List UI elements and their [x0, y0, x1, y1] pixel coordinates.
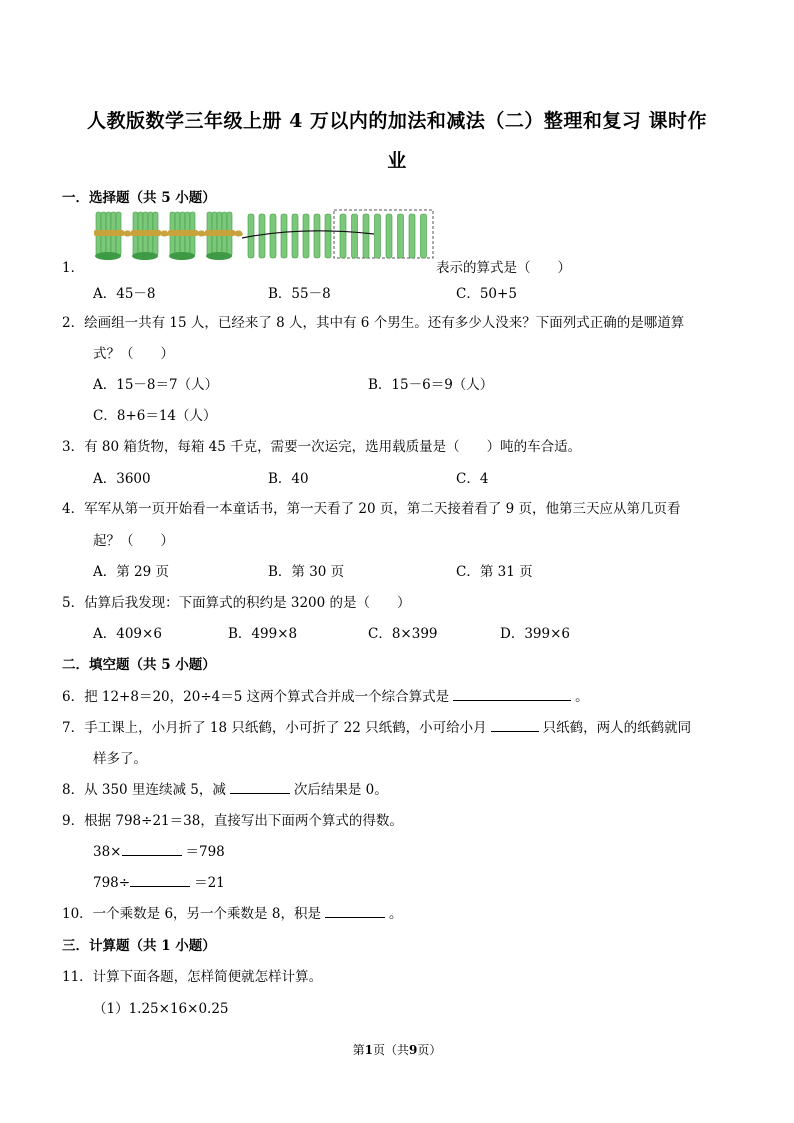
q1-option-c: C．50+5: [456, 286, 517, 302]
q7-answer-blank[interactable]: [491, 717, 539, 732]
q7-text-after: 只纸鹤，两人的纸鹤就同: [542, 720, 692, 736]
stick-bundle: [131, 212, 169, 260]
q9-a-text-after: ＝798: [185, 844, 225, 860]
stick: [352, 214, 358, 258]
q9-item-a: [93, 840, 225, 860]
q7-text-before: 7．手工课上，小月折了 18 只纸鹤，小可折了 22 只纸鹤，小可给小月: [62, 720, 487, 736]
loose-sticks-crossed: [248, 214, 331, 258]
q9-b-text-before: 798÷: [93, 875, 131, 891]
q3-option-c: C．4: [456, 471, 489, 487]
q4-option-c: C．第 31 页: [456, 564, 533, 580]
q5-option-a: A．409×6: [93, 626, 162, 642]
stick: [270, 214, 276, 258]
stick: [421, 214, 427, 258]
q6-text-after: 。: [575, 689, 589, 705]
page-title-line-1: 人教版数学三年级上册 4 万以内的加法和减法（二）整理和复习 课时作: [86, 110, 708, 132]
stick: [398, 214, 404, 258]
section-heading-fill: 二．填空题（共 5 小题）: [62, 657, 216, 673]
footer-post: 页）: [417, 1043, 442, 1057]
q10-text-after: 。: [388, 906, 403, 922]
stick: [303, 214, 309, 258]
stick-bundle: [205, 212, 243, 260]
stick: [281, 214, 287, 258]
q9-b-text-after: ＝21: [194, 875, 225, 891]
stick: [259, 214, 265, 258]
stick: [363, 214, 369, 258]
footer-page-number: 1: [364, 1043, 373, 1057]
q5-option-d: D．399×6: [500, 626, 570, 642]
q11-item-1: （1）1.25×16×0.25: [93, 1001, 229, 1017]
section-heading-calc: 三．计算题（共 1 小题）: [62, 938, 216, 954]
q2-option-a: A．15－8＝7（人）: [93, 377, 219, 393]
q9-b-answer-blank[interactable]: [130, 872, 190, 887]
footer-pre: 第: [352, 1043, 365, 1057]
stick: [409, 214, 415, 258]
q2-option-b: B．15－6＝9（人）: [368, 377, 494, 393]
q2-option-c: C．8+6＝14（人）: [93, 408, 217, 424]
q3-option-b: B．40: [268, 471, 309, 487]
stick: [375, 214, 381, 258]
q7-line-2: 样多了。: [93, 751, 147, 767]
q4-line-1: 4．军军从第一页开始看一本童话书，第一天看了 20 页，第二天接着看了 9 页，他第三天应从第几页看: [62, 501, 681, 517]
stick: [314, 214, 320, 258]
q3-option-a: A．3600: [93, 471, 151, 487]
q6-line: [62, 685, 589, 705]
q10-line: [62, 902, 402, 922]
stick: [292, 214, 298, 258]
q5-line-1: 5．估算后我发现：下面算式的积约是 3200 的是（ ）: [62, 595, 411, 611]
q9-a-text-before: 38×: [93, 844, 122, 860]
q7-line-1: [62, 716, 691, 736]
q11-line-1: 11．计算下面各题，怎样简便就怎样计算。: [62, 969, 323, 985]
stick-bundle-icon: [94, 212, 243, 260]
page-title-line-2: 业: [387, 150, 407, 172]
q1-option-a: A．45－8: [93, 286, 156, 302]
loose-sticks-boxed: [340, 214, 427, 258]
q6-text-before: 6．把 12+8＝20，20÷4＝5 这两个算式合并成一个综合算式是: [62, 689, 450, 705]
q9-item-b: [93, 871, 225, 891]
q4-option-a: A．第 29 页: [93, 564, 170, 580]
stick: [386, 214, 392, 258]
q1-text: 表示的算式是（ ）: [436, 260, 571, 276]
stick: [340, 214, 346, 258]
q1-option-b: B．55－8: [268, 286, 331, 302]
q4-option-b: B．第 30 页: [268, 564, 345, 580]
q2-line-1: 2．绘画组一共有 15 人，已经来了 8 人，其中有 6 个男生。还有多少人没来？下面列式正确的是哪道算: [62, 315, 685, 331]
stick-bundle: [168, 212, 206, 260]
stick-bundle: [94, 212, 132, 260]
q5-option-c: C．8×399: [368, 626, 438, 642]
q8-line: [62, 778, 388, 798]
q9-line-1: 9．根据 798÷21＝38，直接写出下面两个算式的得数。: [62, 813, 403, 829]
q1-number: 1．: [62, 260, 85, 276]
dashed-box: [334, 210, 433, 258]
section-heading-choice: 一．选择题（共 5 小题）: [62, 190, 216, 206]
footer-mid: 页（共: [372, 1043, 409, 1057]
q10-text-before: 10．一个乘数是 6，另一个乘数是 8，积是: [62, 906, 321, 922]
q1-sticks-picture: [92, 206, 437, 262]
footer-total-pages: 9: [409, 1043, 418, 1057]
q5-option-b: B．499×8: [228, 626, 298, 642]
q9-a-answer-blank[interactable]: [122, 841, 182, 856]
q2-line-2: 式？（ ）: [93, 346, 174, 362]
stick: [325, 214, 331, 258]
q8-text-before: 8．从 350 里连续减 5，减: [62, 782, 226, 798]
q8-text-after: 次后结果是 0。: [293, 782, 388, 798]
q6-answer-blank[interactable]: [453, 686, 571, 701]
page-footer: [0, 1041, 794, 1058]
q10-answer-blank[interactable]: [325, 903, 385, 918]
q4-line-2: 起？（ ）: [93, 533, 174, 549]
q8-answer-blank[interactable]: [230, 779, 290, 794]
q3-line-1: 3．有 80 箱货物，每箱 45 千克，需要一次运完，选用载质量是（ ）吨的车合适。: [62, 439, 582, 455]
